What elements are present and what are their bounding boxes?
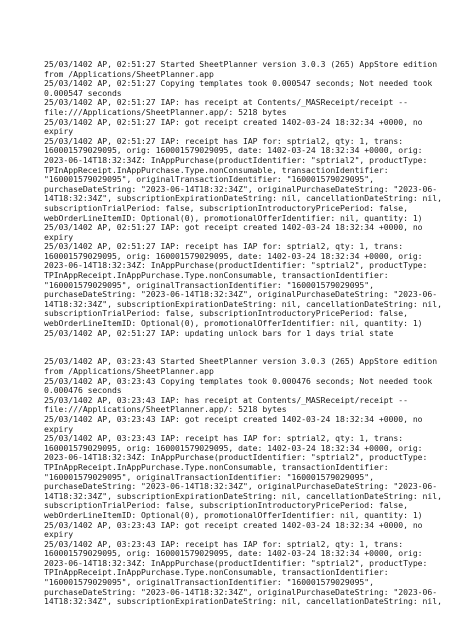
log-line: TPInAppReceipt.InAppPurchase.Type.nonConsumable, transactionIdentifier:: [44, 567, 389, 578]
log-line: 160001579029095, orig: 160001579029095, date: 1402-03-24 18:32:34 +0000, orig:: [44, 145, 423, 156]
log-line: 25/03/1402 AP, 02:51:27 IAP: receipt has IAP for: sptrial2, qty: 1, trans:: [44, 135, 404, 146]
log-line: 25/03/1402 AP, 03:23:43 IAP: receipt has IAP for: sptrial2, qty: 1, trans:: [44, 433, 404, 444]
log-line: 25/03/1402 AP, 02:51:27 IAP: updating unlock bars for 1 days trial state: [44, 327, 394, 338]
log-line: from /Applications/SheetPlanner.app: [44, 68, 214, 79]
log-line: subscriptionTrialPeriod: false, subscriptionIntroductoryPricePeriod: false,: [44, 202, 408, 213]
log-line: 25/03/1402 AP, 03:23:43 IAP: got receipt created 1402-03-24 18:32:34 +0000, no: [44, 413, 423, 424]
log-line: file:///Applications/SheetPlanner.app/: 5218 bytes: [44, 404, 287, 415]
log-line: 25/03/1402 AP, 02:51:27 IAP: got receipt created 1402-03-24 18:32:34 +0000, no: [44, 222, 423, 233]
log-line: 25/03/1402 AP, 03:23:43 Copying templates took 0.000476 seconds; Not needed took: [44, 375, 433, 386]
log-line: 14T18:32:34Z", subscriptionExpirationDateString: nil, cancellationDateString: nil,: [44, 596, 442, 607]
log-line: subscriptionTrialPeriod: false, subscriptionIntroductoryPricePeriod: false,: [44, 500, 408, 511]
log-line: expiry: [44, 529, 74, 540]
log-line: 160001579029095, orig: 160001579029095, date: 1402-03-24 18:32:34 +0000, orig:: [44, 548, 423, 559]
log-line: 2023-06-14T18:32:34Z: InAppPurchase(productIdentifier: "sptrial2", productType:: [44, 260, 428, 271]
log-line: expiry: [44, 126, 74, 137]
log-line: "160001579029095", originalTransactionIdentifier: "160001579029095",: [44, 279, 374, 290]
log-line: expiry: [44, 231, 74, 242]
log-line: 14T18:32:34Z", subscriptionExpirationDateString: nil, cancellationDateString: nil,: [44, 490, 442, 501]
log-line: from /Applications/SheetPlanner.app: [44, 366, 214, 376]
log-line: purchaseDateString: "2023-06-14T18:32:34Z", originalPurchaseDateString: "2023-06-: [44, 183, 438, 194]
log-page: [44, 60, 444, 607]
log-line: webOrderLineItemID: Optional(0), promotionalOfferIdentifier: nil, quantity: 1): [44, 509, 423, 520]
log-line: 2023-06-14T18:32:34Z: InAppPurchase(productIdentifier: "sptrial2", productType:: [44, 452, 428, 463]
log-line: 2023-06-14T18:32:34Z: InAppPurchase(productIdentifier: "sptrial2", productType:: [44, 557, 428, 568]
log-line: TPInAppReceipt.InAppPurchase.Type.nonConsumable, transactionIdentifier:: [44, 270, 389, 281]
log-line: TPInAppReceipt.InAppPurchase.Type.nonConsumable, transactionIdentifier:: [44, 164, 389, 175]
block-separator: [44, 338, 444, 357]
log-line: webOrderLineItemID: Optional(0), promotionalOfferIdentifier: nil, quantity: 1): [44, 318, 423, 329]
log-block-2: [44, 357, 444, 606]
log-line: purchaseDateString: "2023-06-14T18:32:34Z", originalPurchaseDateString: "2023-06-: [44, 481, 438, 492]
log-line: 25/03/1402 AP, 03:23:43 IAP: receipt has IAP for: sptrial2, qty: 1, trans:: [44, 538, 404, 549]
log-line: 25/03/1402 AP, 03:23:43 IAP: got receipt created 1402-03-24 18:32:34 +0000, no: [44, 519, 423, 530]
log-line: "160001579029095", originalTransactionIdentifier: "160001579029095",: [44, 174, 374, 185]
log-line: 160001579029095, orig: 160001579029095, date: 1402-03-24 18:32:34 +0000, orig:: [44, 250, 423, 261]
log-line: "160001579029095", originalTransactionIdentifier: "160001579029095",: [44, 471, 374, 482]
log-line: file:///Applications/SheetPlanner.app/: 5218 bytes: [44, 106, 287, 117]
log-line: subscriptionTrialPeriod: false, subscriptionIntroductoryPricePeriod: false,: [44, 308, 408, 319]
log-line: 25/03/1402 AP, 03:23:43 IAP: has receipt at Contents/_MASReceipt/receipt --: [44, 394, 408, 405]
log-line: webOrderLineItemID: Optional(0), promotionalOfferIdentifier: nil, quantity: 1): [44, 212, 423, 223]
log-line: purchaseDateString: "2023-06-14T18:32:34Z", originalPurchaseDateString: "2023-06-: [44, 289, 438, 300]
log-line: 25/03/1402 AP, 02:51:27 Copying templates took 0.000547 seconds; Not needed took: [44, 78, 433, 89]
log-line: "160001579029095", originalTransactionIdentifier: "160001579029095",: [44, 577, 374, 588]
log-line: 0.000476 seconds: [44, 385, 122, 396]
log-line: 160001579029095, orig: 160001579029095, date: 1402-03-24 18:32:34 +0000, orig:: [44, 442, 423, 453]
log-line: 25/03/1402 AP, 02:51:27 IAP: has receipt at Contents/_MASReceipt/receipt --: [44, 97, 408, 108]
log-block-1: [44, 60, 444, 338]
log-line: 25/03/1402 AP, 02:51:27 Started SheetPlanner version 3.0.3 (265) AppStore edition: [44, 59, 438, 69]
log-line: expiry: [44, 423, 74, 434]
log-line: TPInAppReceipt.InAppPurchase.Type.nonConsumable, transactionIdentifier:: [44, 461, 389, 472]
log-line: 25/03/1402 AP, 02:51:27 IAP: receipt has IAP for: sptrial2, qty: 1, trans:: [44, 241, 404, 252]
log-line: 14T18:32:34Z", subscriptionExpirationDateString: nil, cancellationDateString: nil,: [44, 298, 442, 309]
log-line: 25/03/1402 AP, 02:51:27 IAP: got receipt created 1402-03-24 18:32:34 +0000, no: [44, 116, 423, 127]
log-line: 14T18:32:34Z", subscriptionExpirationDateString: nil, cancellationDateString: nil,: [44, 193, 442, 204]
log-line: 25/03/1402 AP, 03:23:43 Started SheetPlanner version 3.0.3 (265) AppStore edition: [44, 356, 438, 367]
log-line: purchaseDateString: "2023-06-14T18:32:34Z", originalPurchaseDateString: "2023-06-: [44, 586, 438, 597]
log-line: 2023-06-14T18:32:34Z: InAppPurchase(productIdentifier: "sptrial2", productType:: [44, 154, 428, 165]
log-line: 0.000547 seconds: [44, 87, 122, 98]
